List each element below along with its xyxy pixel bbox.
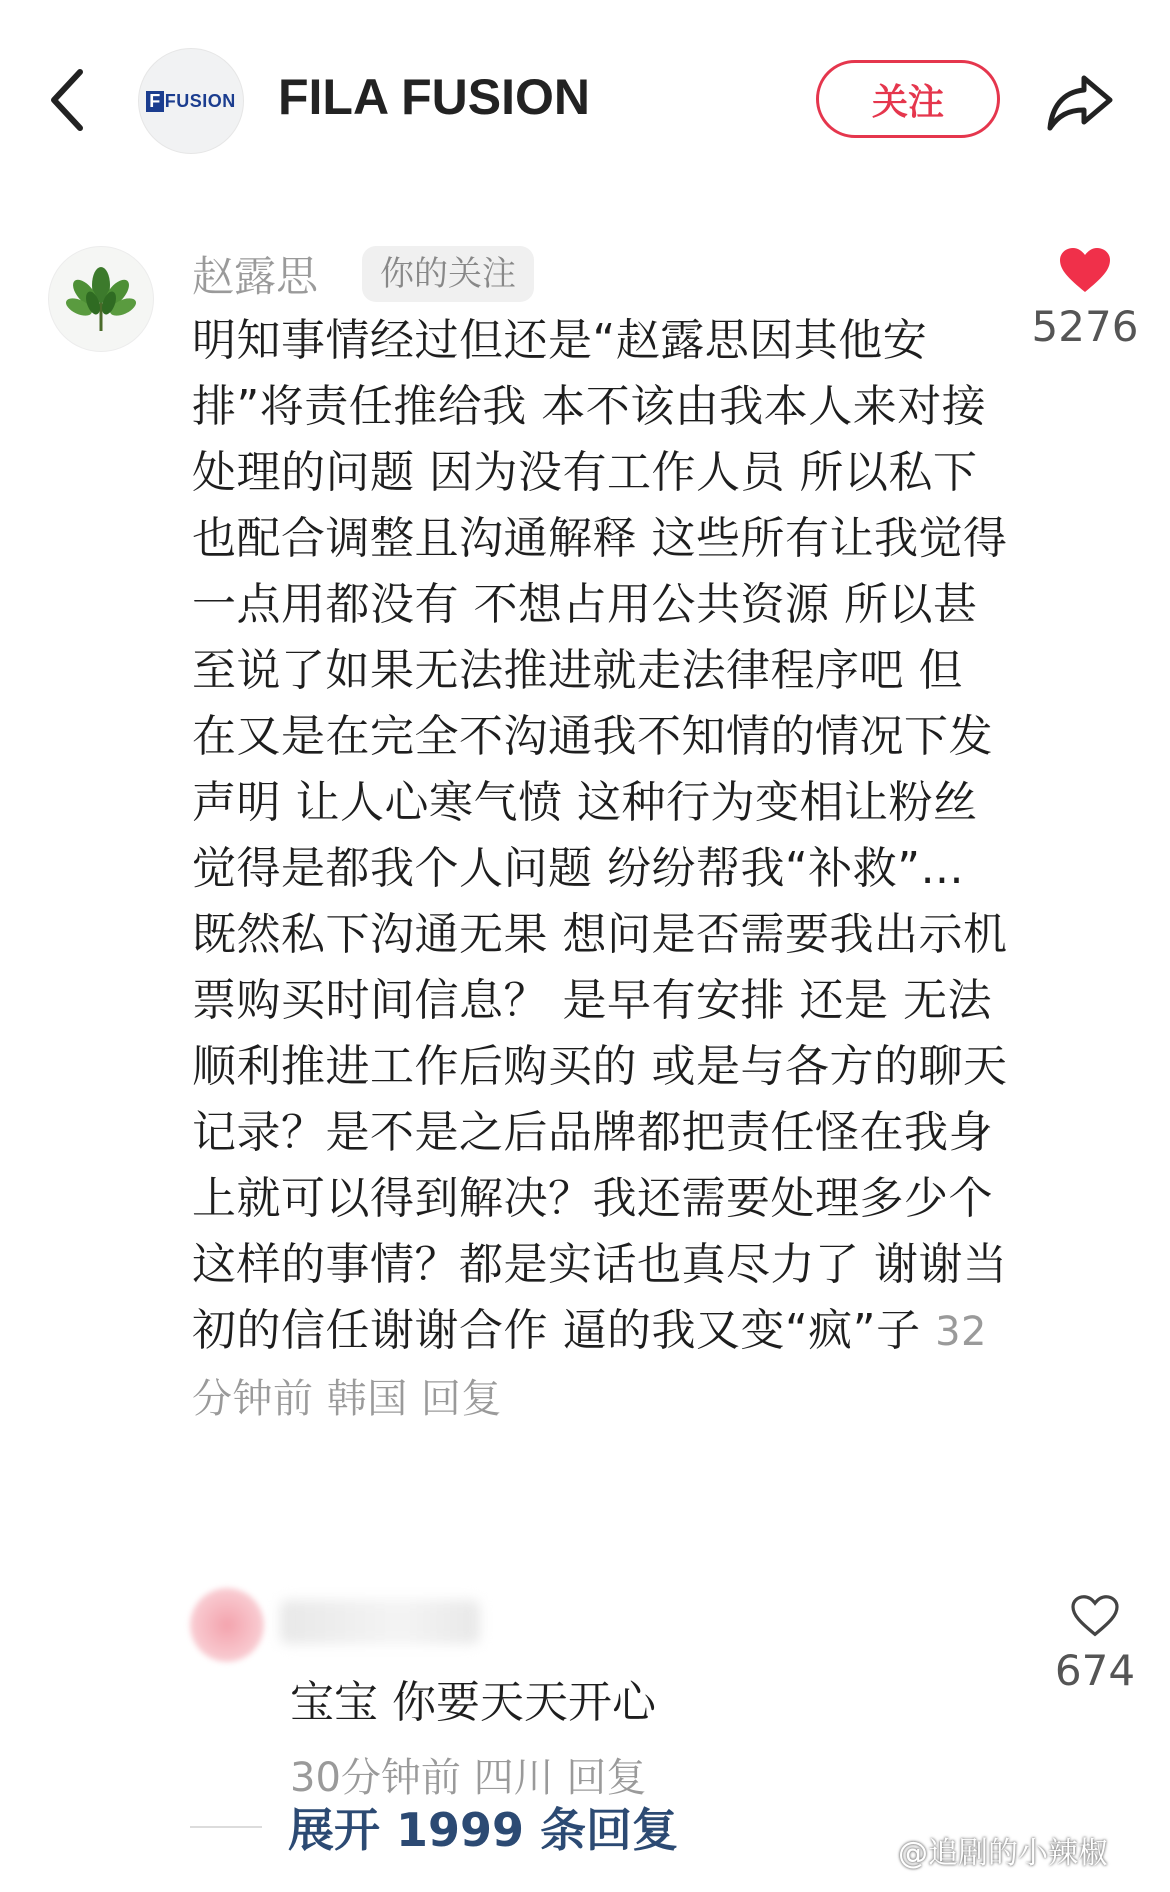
- watermark: @追剧的小辣椒: [898, 1836, 1108, 1871]
- reply-like-count: 674: [1054, 1646, 1136, 1695]
- follow-button[interactable]: 关注: [816, 60, 1000, 138]
- divider-line: [190, 1826, 262, 1828]
- comment-content: [192, 308, 1012, 1432]
- reply-meta[interactable]: 30分钟前 四川 回复: [290, 1755, 647, 1801]
- avatar[interactable]: [48, 246, 154, 352]
- heart-filled-icon: [1058, 246, 1112, 294]
- chevron-left-icon: [42, 60, 102, 140]
- comment-author[interactable]: 赵露思: [192, 252, 319, 301]
- reply-text: 宝宝 你要天天开心: [290, 1677, 656, 1728]
- like-count: 5276: [1031, 302, 1139, 351]
- brand-avatar[interactable]: [138, 48, 244, 154]
- reply-like-button[interactable]: [1040, 1594, 1150, 1695]
- reply-author-blurred: [280, 1600, 480, 1644]
- share-arrow-icon: [1040, 62, 1120, 142]
- heart-outline-icon: [1070, 1594, 1120, 1638]
- expand-replies[interactable]: [190, 1794, 678, 1860]
- back-button[interactable]: [42, 60, 102, 140]
- top-bar: [0, 0, 1170, 200]
- reply-avatar[interactable]: [190, 1588, 264, 1662]
- comment-meta[interactable]: 32分钟前 韩国 回复: [192, 1309, 987, 1422]
- comment-text: 明知事情经过但还是“赵露思因其他安排”将责任推给我 本不该由我本人来对接处理的问题 因为没有工作人员 所以私下也配合调整且沟通解释 这些所有让我觉得一点用都没有 不想占用公共资源 所以甚至说了如果无法推进就走法律程序吧 但 在又是在完全不沟通我不知情的情况下发声明 让人心寒气愤 这种行为变相让粉丝觉得是都我个人问题 纷纷帮我“补救”... 既然私下沟通无果 想问是否需要我出示机票购买时间信息？ 是早有安排 还是 无法顺利推进工作后购买的 或是与各方的聊天记录？是不是之后品牌都把责任怪在我身上就可以得到解决？我还需要处理多少个这样的事情？都是实话也真尽力了 谢谢当初的信任谢谢合作 逼的我又变“疯”子: [192, 315, 1008, 1356]
- brand-logo: F FUSION: [146, 91, 236, 112]
- share-button[interactable]: [1040, 62, 1120, 142]
- like-button[interactable]: [1030, 246, 1140, 351]
- brand-name[interactable]: FILA FUSION: [278, 69, 591, 125]
- expand-replies-label: 展开 1999 条回复: [288, 1803, 679, 1857]
- following-badge: 你的关注: [362, 246, 534, 302]
- plant-leaves-icon: [61, 259, 141, 339]
